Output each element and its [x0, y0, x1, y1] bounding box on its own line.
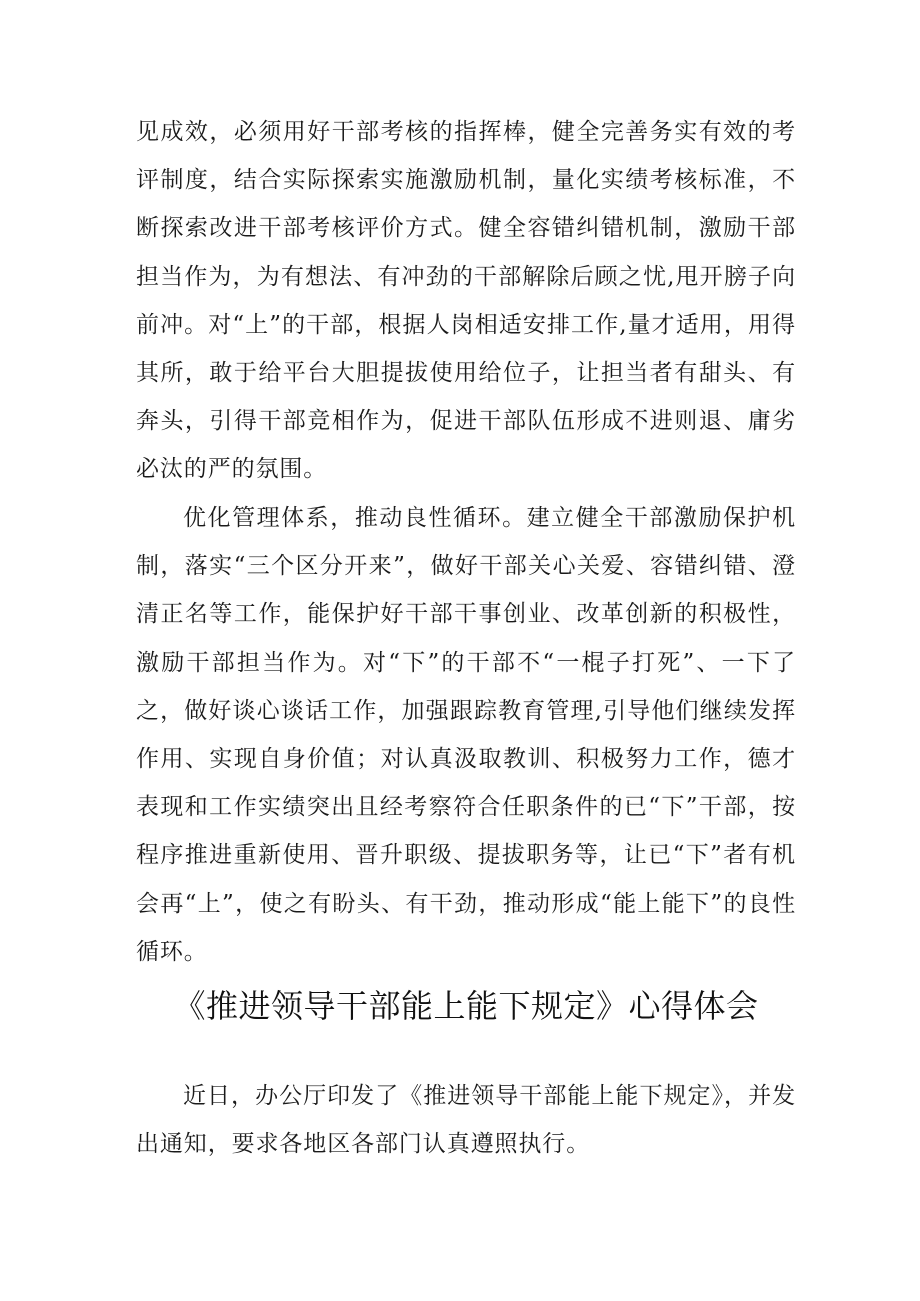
body-paragraph-intro: 近日，办公厅印发了《推进领导干部能上能下规定》，并发出通知，要求各地区各部门认真遵照执行。 — [136, 1083, 796, 1158]
body-paragraph-management: 优化管理体系，推动良性循环。建立健全干部激励保护机制，落实“三个区分开来”，做好干部关心关爱、容错纠错、澄清正名等工作，能保护好干部干事创业、改革创新的积极性，激励干部担当作为。对“下”的干部不“一棍子打死”、一下了之，做好谈心谈话工作，加强跟踪教育管理,引导他们继续发挥作用、实现自身价值；对认真汲取教训、积极努力工作，德才表现和工作实绩突出且经考察符合任职条件的已“下”干部，按程序推进重新使用、晋升职级、提拔职务等，让已“下”者有机会再“上”，使之有盼头、有干劲，推动形成“能上能下”的良性循环。 — [136, 505, 796, 965]
section-heading: 《推进领导干部能上能下规定》心得体会 — [173, 987, 759, 1025]
body-paragraph-continued: 见成效，必须用好干部考核的指挥棒，健全完善务实有效的考评制度，结合实际探索实施激励机制，量化实绩考核标准，不断探索改进干部考核评价方式。健全容错纠错机制，激励干部担当作为，为有想法、有冲劲的干部解除后顾之忧,甩开膀子向前冲。对“上”的干部，根据人岗相适安排工作,量才适用，用得其所，敢于给平台大胆提拔使用给位子，让担当者有甜头、有奔头，引得干部竞相作为，促进干部队伍形成不进则退、庸劣必汰的严的氛围。 — [136, 119, 796, 483]
